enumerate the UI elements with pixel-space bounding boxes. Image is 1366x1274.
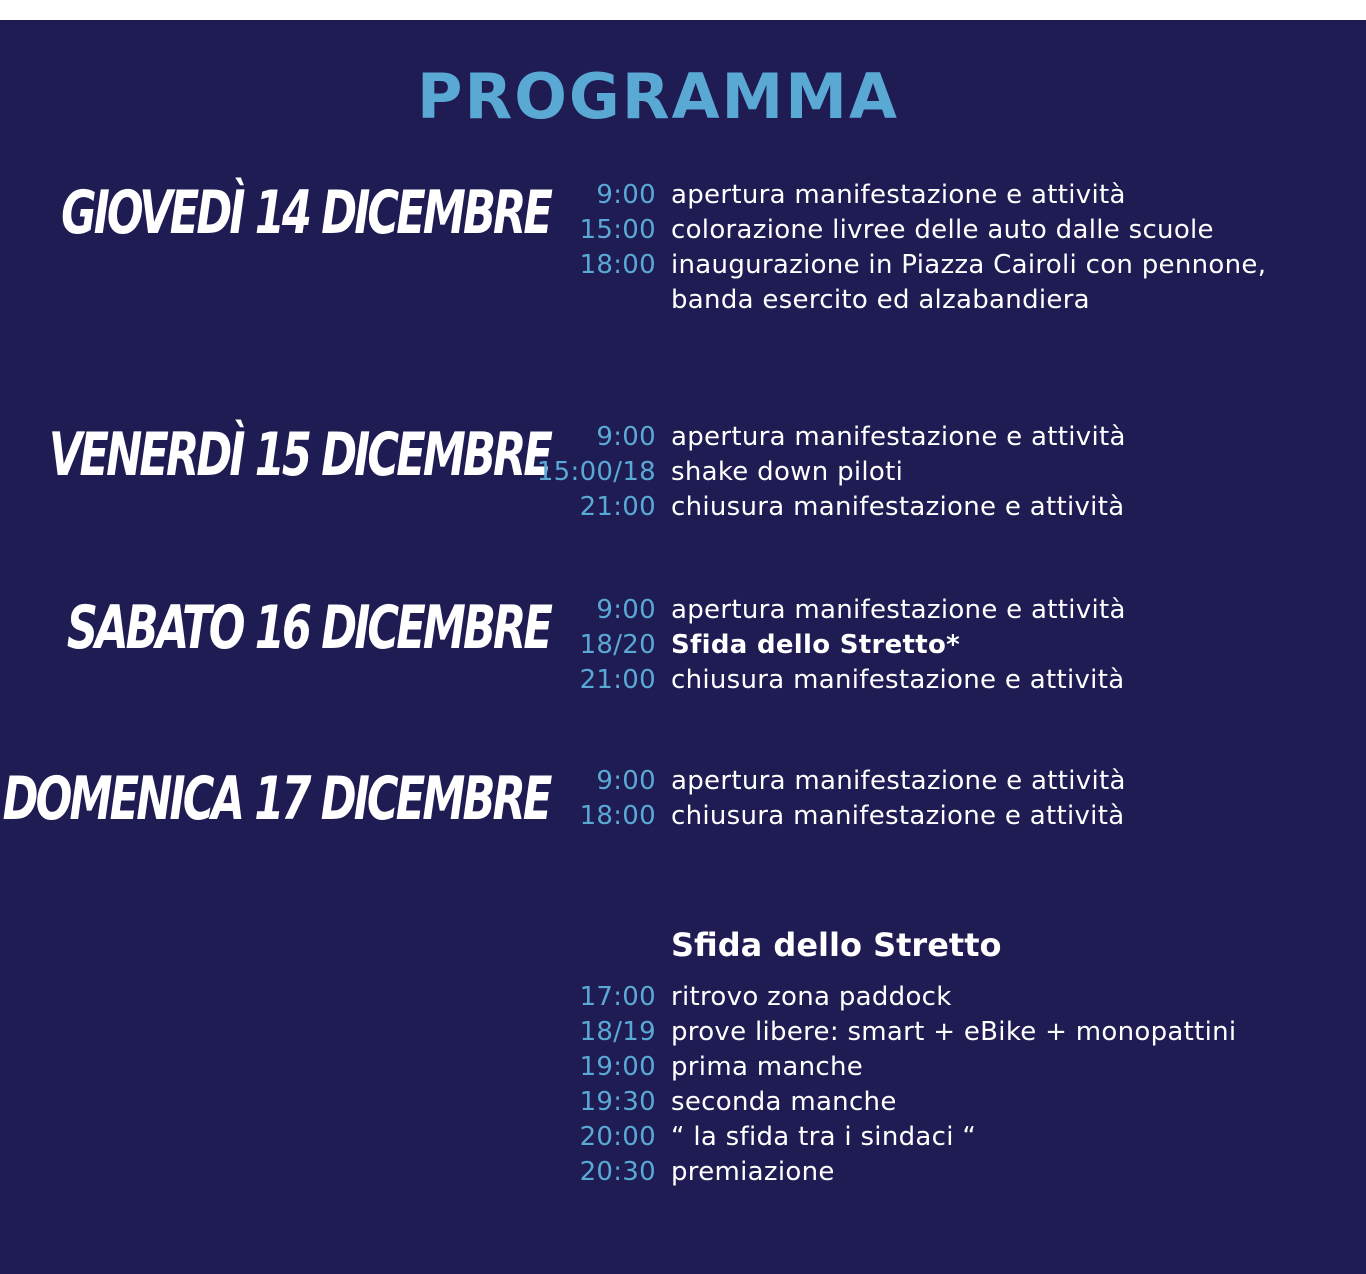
schedule-giovedi xyxy=(520,178,1340,318)
schedule-row xyxy=(520,764,1340,799)
schedule-row xyxy=(520,455,1340,490)
schedule-row xyxy=(520,1050,1340,1085)
schedule-row xyxy=(520,980,1340,1015)
event-description: ritrovo zona paddock xyxy=(671,982,952,1012)
event-description: chiusura manifestazione e attività xyxy=(671,492,1125,522)
schedule-row xyxy=(520,213,1340,248)
event-time: 9:00 xyxy=(596,595,656,625)
day-heading-giovedi: GIOVEDÌ 14 DICEMBRE xyxy=(61,178,550,248)
event-time: 21:00 xyxy=(579,665,656,695)
event-description: shake down piloti xyxy=(671,457,904,487)
event-time: 18/20 xyxy=(579,630,656,660)
schedule-sfida xyxy=(520,980,1340,1190)
schedule-row xyxy=(520,1015,1340,1050)
event-description: chiusura manifestazione e attività xyxy=(671,665,1125,695)
event-time: 19:30 xyxy=(579,1087,656,1117)
event-time: 17:00 xyxy=(579,982,656,1012)
event-time: 15:00/18 xyxy=(536,457,656,487)
event-time: 20:30 xyxy=(579,1157,656,1187)
event-description: seconda manche xyxy=(671,1087,897,1117)
schedule-row xyxy=(520,1155,1340,1190)
event-time: 18/19 xyxy=(579,1017,656,1047)
event-description: prove libere: smart + eBike + monopattini xyxy=(671,1017,1237,1047)
day-heading-sabato: SABATO 16 DICEMBRE xyxy=(66,593,550,663)
event-time: 9:00 xyxy=(596,422,656,452)
schedule-row xyxy=(520,490,1340,525)
event-description: chiusura manifestazione e attività xyxy=(671,801,1125,831)
event-time: 9:00 xyxy=(596,180,656,210)
event-description: prima manche xyxy=(671,1052,864,1082)
schedule-row xyxy=(520,799,1340,834)
day-heading-venerdi: VENERDÌ 15 DICEMBRE xyxy=(48,420,550,490)
event-description: Sfida dello Stretto* xyxy=(671,630,961,660)
schedule-row xyxy=(520,420,1340,455)
event-description: apertura manifestazione e attività xyxy=(671,180,1126,210)
event-description: “ la sfida tra i sindaci “ xyxy=(671,1122,977,1152)
event-description: apertura manifestazione e attività xyxy=(671,422,1126,452)
schedule-row xyxy=(520,628,1340,663)
event-time: 19:00 xyxy=(579,1052,656,1082)
schedule-domenica xyxy=(520,764,1340,834)
sfida-title: Sfida dello Stretto xyxy=(671,926,1002,964)
event-time: 9:00 xyxy=(596,766,656,796)
schedule-venerdi xyxy=(520,420,1340,525)
event-description: apertura manifestazione e attività xyxy=(671,766,1126,796)
event-time: 21:00 xyxy=(579,492,656,522)
event-time: 18:00 xyxy=(579,801,656,831)
schedule-row xyxy=(520,248,1340,318)
event-time: 15:00 xyxy=(579,215,656,245)
schedule-row xyxy=(520,1120,1340,1155)
event-description: colorazione livree delle auto dalle scuole xyxy=(671,215,1214,245)
event-description: premiazione xyxy=(671,1157,835,1187)
event-description: apertura manifestazione e attività xyxy=(671,595,1126,625)
schedule-row xyxy=(520,178,1340,213)
schedule-row xyxy=(520,663,1340,698)
program-panel xyxy=(0,20,1366,1274)
event-description: inaugurazione in Piazza Cairoli con pennone, banda esercito ed alzabandiera xyxy=(671,250,1267,315)
schedule-row xyxy=(520,593,1340,628)
page-title: PROGRAMMA xyxy=(417,60,899,133)
event-time: 18:00 xyxy=(579,250,656,280)
day-heading-domenica: DOMENICA 17 DICEMBRE xyxy=(3,764,550,834)
event-time: 20:00 xyxy=(579,1122,656,1152)
schedule-sabato xyxy=(520,593,1340,698)
schedule-row xyxy=(520,1085,1340,1120)
